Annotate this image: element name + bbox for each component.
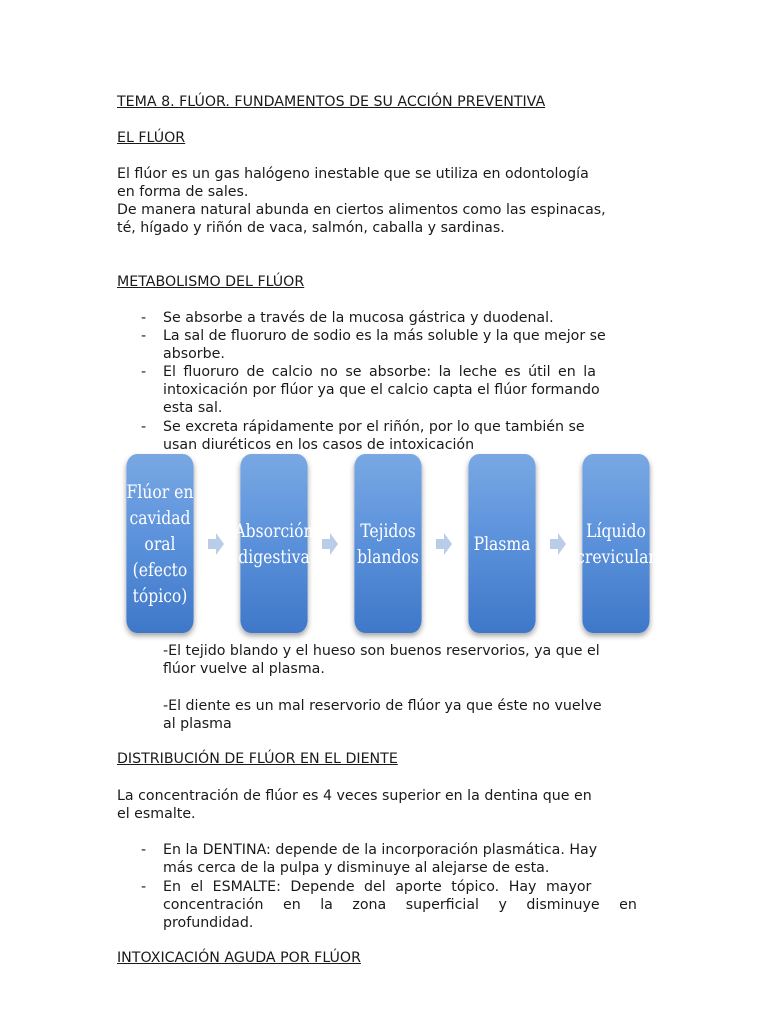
- bullet-text: En la DENTINA: depende de la incorporación plasmática. Hay: [163, 842, 598, 858]
- bullet-dash: -: [141, 842, 147, 858]
- diagram-step-liquido-crevicular: [576, 454, 656, 633]
- heading-intoxicacion: INTOXICACIÓN AGUDA POR FLÚOR: [117, 950, 361, 966]
- arrow-right-icon: [208, 533, 224, 555]
- bullet-text: Se excreta rápidamente por el riñón, por lo que también se: [163, 419, 585, 435]
- bullet-dash: -: [141, 310, 147, 326]
- heading-metabolismo: METABOLISMO DEL FLÚOR: [117, 274, 305, 290]
- paragraph-line: De manera natural abunda en ciertos alimentos como las espinacas,: [117, 202, 606, 218]
- paragraph-line: La concentración de flúor es 4 veces superior en la dentina que en: [117, 788, 592, 804]
- heading-el-fluor: EL FLÚOR: [117, 130, 186, 146]
- diagram-step-label: Absorción digestiva: [234, 519, 314, 568]
- paragraph-line: el esmalte.: [117, 806, 196, 822]
- bullet-text: La sal de fluoruro de sodio es la más soluble y la que mejor se: [163, 328, 606, 344]
- bullet-text: concentración en la zona superficial y disminuye en: [163, 897, 637, 913]
- diagram-step-label: Líquido crevicular: [576, 519, 656, 568]
- bullet-text: Se absorbe a través de la mucosa gástrica y duodenal.: [163, 310, 554, 326]
- bullet-text: usan diuréticos en los casos de intoxicación: [163, 437, 475, 453]
- paragraph-line: té, hígado y riñón de vaca, salmón, caballa y sardinas.: [117, 220, 505, 236]
- bullet-text: intoxicación por flúor ya que el calcio capta el flúor formando: [163, 382, 600, 398]
- arrow-right-icon: [436, 533, 452, 555]
- diagram-step-plasma: [468, 454, 535, 633]
- note-line: -El tejido blando y el hueso son buenos reservorios, ya que el: [163, 643, 600, 659]
- arrow-right-icon: [550, 533, 566, 555]
- bullet-dash: -: [141, 419, 147, 435]
- document-title: TEMA 8. FLÚOR. FUNDAMENTOS DE SU ACCIÓN PREVENTIVA: [117, 94, 546, 110]
- bullet-dash: -: [141, 328, 147, 344]
- paragraph-line: El flúor es un gas halógeno inestable que se utiliza en odontología: [117, 166, 589, 182]
- paragraph-line: en forma de sales.: [117, 184, 249, 200]
- bullet-dash: -: [141, 879, 147, 895]
- bullet-text: En el ESMALTE: Depende del aporte tópico. Hay mayor: [163, 879, 592, 895]
- note-line: al plasma: [163, 716, 232, 732]
- diagram-step-tejidos-blandos: [354, 454, 421, 633]
- bullet-text: El fluoruro de calcio no se absorbe: la leche es útil en la: [163, 364, 596, 380]
- bullet-text: más cerca de la pulpa y disminuye al alejarse de esta.: [163, 860, 550, 876]
- arrow-right-icon: [322, 533, 338, 555]
- diagram-step-label: Flúor en cavidad oral (efecto tópico): [126, 480, 194, 607]
- bullet-dash: -: [141, 364, 147, 380]
- diagram-step-label: Plasma: [473, 532, 531, 555]
- diagram-step-fluor-cavidad-oral: [126, 454, 193, 633]
- note-line: flúor vuelve al plasma.: [163, 661, 325, 677]
- heading-distribucion: DISTRIBUCIÓN DE FLÚOR EN EL DIENTE: [117, 751, 398, 767]
- bullet-text: profundidad.: [163, 915, 254, 931]
- bullet-text: absorbe.: [163, 346, 225, 362]
- bullet-text: esta sal.: [163, 400, 223, 416]
- note-line: -El diente es un mal reservorio de flúor ya que éste no vuelve: [163, 698, 602, 714]
- diagram-step-absorcion-digestiva: [234, 454, 314, 633]
- diagram-step-label: Tejidos blandos: [357, 519, 419, 568]
